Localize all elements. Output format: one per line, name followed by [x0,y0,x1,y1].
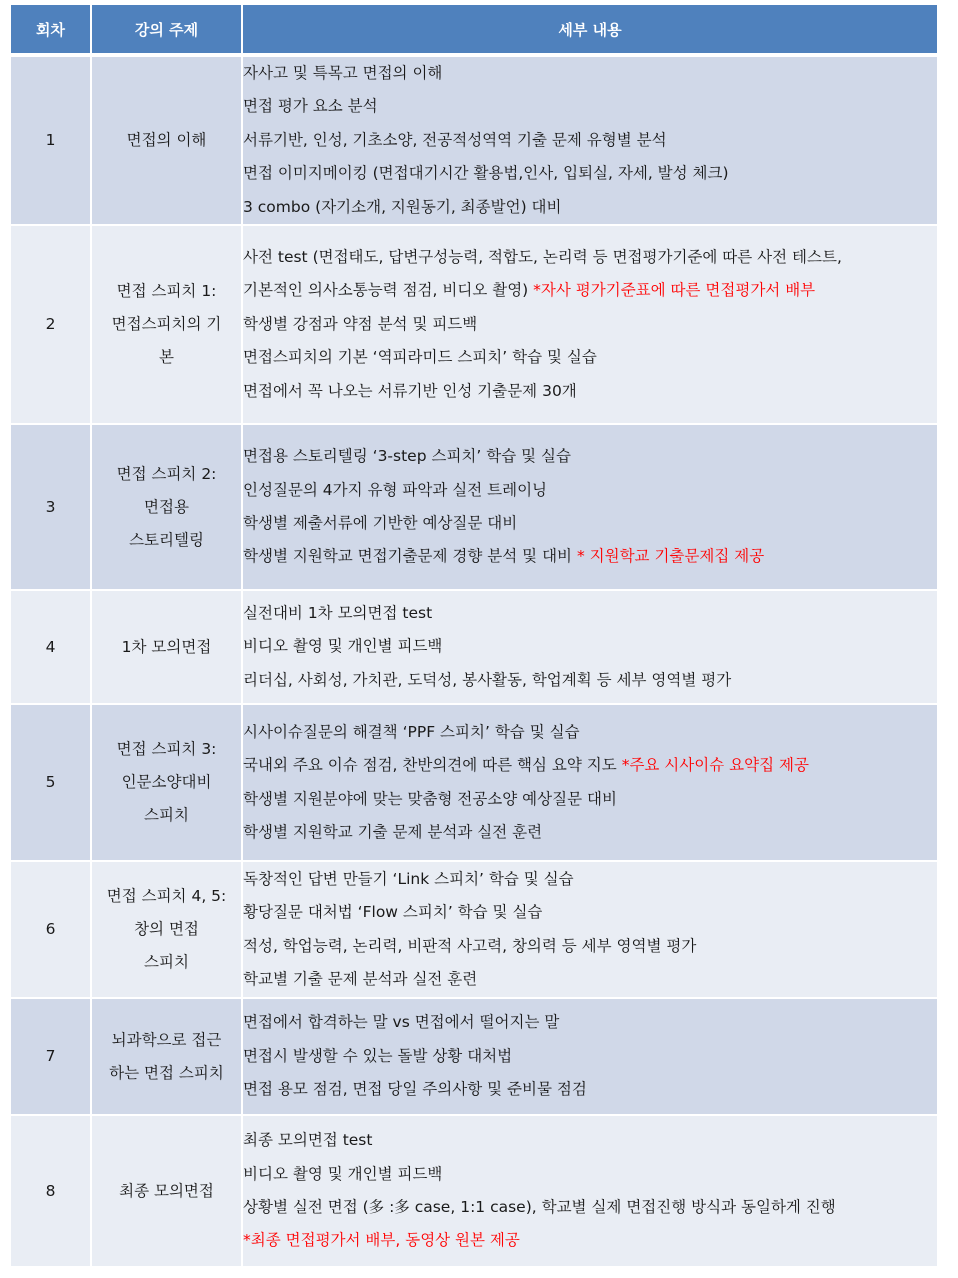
detail-line [243,274,937,307]
curriculum-table [11,5,937,1268]
detail-text: 자사고 및 특목고 면접의 이해 [243,64,443,82]
table-row [11,1116,937,1268]
session-number: 1 [11,57,92,226]
detail-line [243,507,937,540]
topic-line: 창의 면접 [134,920,199,939]
detail-content [243,862,937,999]
session-number: 2 [11,226,92,425]
detail-text: 인성질문의 4가지 유형 파악과 실전 트레이닝 [243,480,548,499]
detail-line [243,597,937,630]
detail-content [243,705,937,862]
topic-line: 1차 모의면접 [121,637,212,656]
topic-line: 인문소양대비 [121,773,212,792]
detail-text: 면접에서 합격하는 말 vs 면접에서 떨어지는 말 [243,1013,560,1032]
table-row [11,425,937,591]
detail-content [243,226,937,425]
detail-line [243,816,937,849]
detail-text: 학교별 기출 문제 분석과 실전 훈련 [243,969,478,988]
detail-line [243,1124,937,1157]
detail-text: 국내외 주요 이슈 점검, 찬반의견에 따른 핵심 요약 지도 [243,756,622,775]
detail-text: 학생별 지원분야에 맞는 맞춤형 전공소양 예상질문 대비 [243,789,617,808]
detail-text: 비디오 촬영 및 개인별 피드백 [243,1164,443,1183]
detail-line [243,474,937,507]
detail-text: 면접 이미지메이킹 (면접대기시간 활용법,인사, 입퇴실, 자세, 발성 체크) [243,164,729,183]
detail-line [243,863,937,896]
detail-content [243,1116,937,1268]
header-row [11,5,937,57]
topic-line: 면접용 [144,497,189,516]
topic-line: 스피치 [144,953,189,972]
topic-line: 하는 면접 스피치 [109,1063,224,1082]
detail-line [243,241,937,274]
detail-content [243,591,937,705]
table-row [11,591,937,705]
detail-line [243,157,937,190]
detail-line [243,664,937,697]
detail-content [243,999,937,1116]
topic-line: 면접 스피치 2: [116,464,217,483]
detail-line [243,963,937,996]
detail-text: 면접스피치의 기본 ‘역피라미드 스피치’ 학습 및 실습 [243,348,597,367]
lecture-topic [92,591,243,705]
table-row [11,57,937,226]
detail-line [243,540,937,573]
detail-text: 황당질문 대처법 ‘Flow 스피치’ 학습 및 실습 [243,903,543,922]
detail-line [243,308,937,341]
detail-text: 면접시 발생할 수 있는 돌발 상황 대처법 [243,1046,513,1065]
detail-text: 면접 용모 점검, 면접 당일 주의사항 및 준비물 점검 [243,1080,587,1099]
header-topic: 강의 주제 [92,5,243,57]
topic-line: 면접 스피치 3: [116,740,217,759]
detail-line [243,1006,937,1039]
detail-text: 면접 평가 요소 분석 [243,97,378,116]
detail-line [243,896,937,929]
detail-line [243,1191,937,1224]
lecture-topic [92,57,243,226]
topic-line: 면접의 이해 [126,131,207,150]
detail-text: 학생별 강점과 약점 분석 및 피드백 [243,314,478,333]
topic-line: 면접 스피치 1: [116,282,217,301]
detail-highlight-note: *자사 평가기준표에 따른 면접평가서 배부 [533,281,816,300]
detail-text: 면접용 스토리텔링 ‘3-step 스피치’ 학습 및 실습 [243,447,571,466]
session-number: 4 [11,591,92,705]
detail-text: 3 combo (자기소개, 지원동기, 최종발언) 대비 [243,197,562,216]
session-number: 6 [11,862,92,999]
detail-text: 면접에서 꼭 나오는 서류기반 인성 기출문제 30개 [243,381,577,400]
topic-line: 뇌과학으로 접근 [111,1030,222,1049]
lecture-topic [92,999,243,1116]
detail-text: 학생별 지원학교 면접기출문제 경향 분석 및 대비 [243,547,577,566]
topic-line: 면접 스피치 4, 5: [106,887,227,906]
session-number: 5 [11,705,92,862]
table-row [11,705,937,862]
detail-highlight-note: *최종 면접평가서 배부, 동영상 원본 제공 [243,1231,520,1250]
detail-text: 기본적인 의사소통능력 점검, 비디오 촬영) [243,281,534,300]
detail-line [243,630,937,663]
session-number: 7 [11,999,92,1116]
table-row [11,226,937,425]
detail-content [243,425,937,591]
topic-line: 본 [159,348,174,367]
lecture-topic [92,705,243,862]
detail-text: 학생별 지원학교 기출 문제 분석과 실전 훈련 [243,822,543,841]
detail-line [243,1158,937,1191]
detail-text: 적성, 학업능력, 논리력, 비판적 사고력, 창의력 등 세부 영역별 평가 [243,936,697,955]
detail-line [243,57,937,90]
detail-text: 시사이슈질문의 해결책 ‘PPF 스피치’ 학습 및 실습 [243,722,580,741]
detail-line [243,191,937,224]
detail-line [243,1073,937,1106]
lecture-topic [92,862,243,999]
detail-line [243,341,937,374]
detail-highlight-note: * 지원학교 기출문제집 제공 [576,547,765,566]
table-row [11,999,937,1116]
detail-line [243,90,937,123]
detail-text: 실전대비 1차 모의면접 test [243,603,433,622]
header-detail: 세부 내용 [243,5,937,57]
detail-line [243,375,937,408]
topic-line: 스토리텔링 [129,530,204,549]
detail-line [243,930,937,963]
detail-text: 서류기반, 인성, 기초소양, 전공적성역역 기출 문제 유형별 분석 [243,130,667,149]
detail-text: 사전 test (면접태도, 답변구성능력, 적합도, 논리력 등 면접평가기준에 따른 사전 테스트, [243,248,842,267]
lecture-topic [92,1116,243,1268]
detail-line [243,1040,937,1073]
topic-line: 최종 모의면접 [119,1181,214,1200]
topic-line: 면접스피치의 기 [111,315,222,334]
detail-text: 최종 모의면접 test [243,1131,373,1150]
detail-text: 비디오 촬영 및 개인별 피드백 [243,637,443,656]
detail-text: 학생별 제출서류에 기반한 예상질문 대비 [243,514,518,533]
detail-line [243,749,937,782]
detail-line [243,783,937,816]
detail-line [243,124,937,157]
table-row [11,862,937,999]
detail-line [243,440,937,473]
header-session: 회차 [11,5,92,57]
topic-line: 스피치 [144,806,189,825]
detail-highlight-note: *주요 시사이슈 요약집 제공 [621,756,809,775]
session-number: 3 [11,425,92,591]
lecture-topic [92,425,243,591]
detail-text: 상황별 실전 면접 (多 :多 case, 1:1 case), 학교별 실제 면접진행 방식과 동일하게 진행 [243,1198,836,1217]
detail-text: 리더십, 사회성, 가치관, 도덕성, 봉사활동, 학업계획 등 세부 영역별 평가 [243,670,732,689]
session-number: 8 [11,1116,92,1268]
lecture-topic [92,226,243,425]
table-body [11,57,937,1268]
detail-text: 독창적인 답변 만들기 ‘Link 스피치’ 학습 및 실습 [243,869,574,888]
detail-line [243,1224,937,1257]
detail-content [243,57,937,226]
detail-line [243,716,937,749]
